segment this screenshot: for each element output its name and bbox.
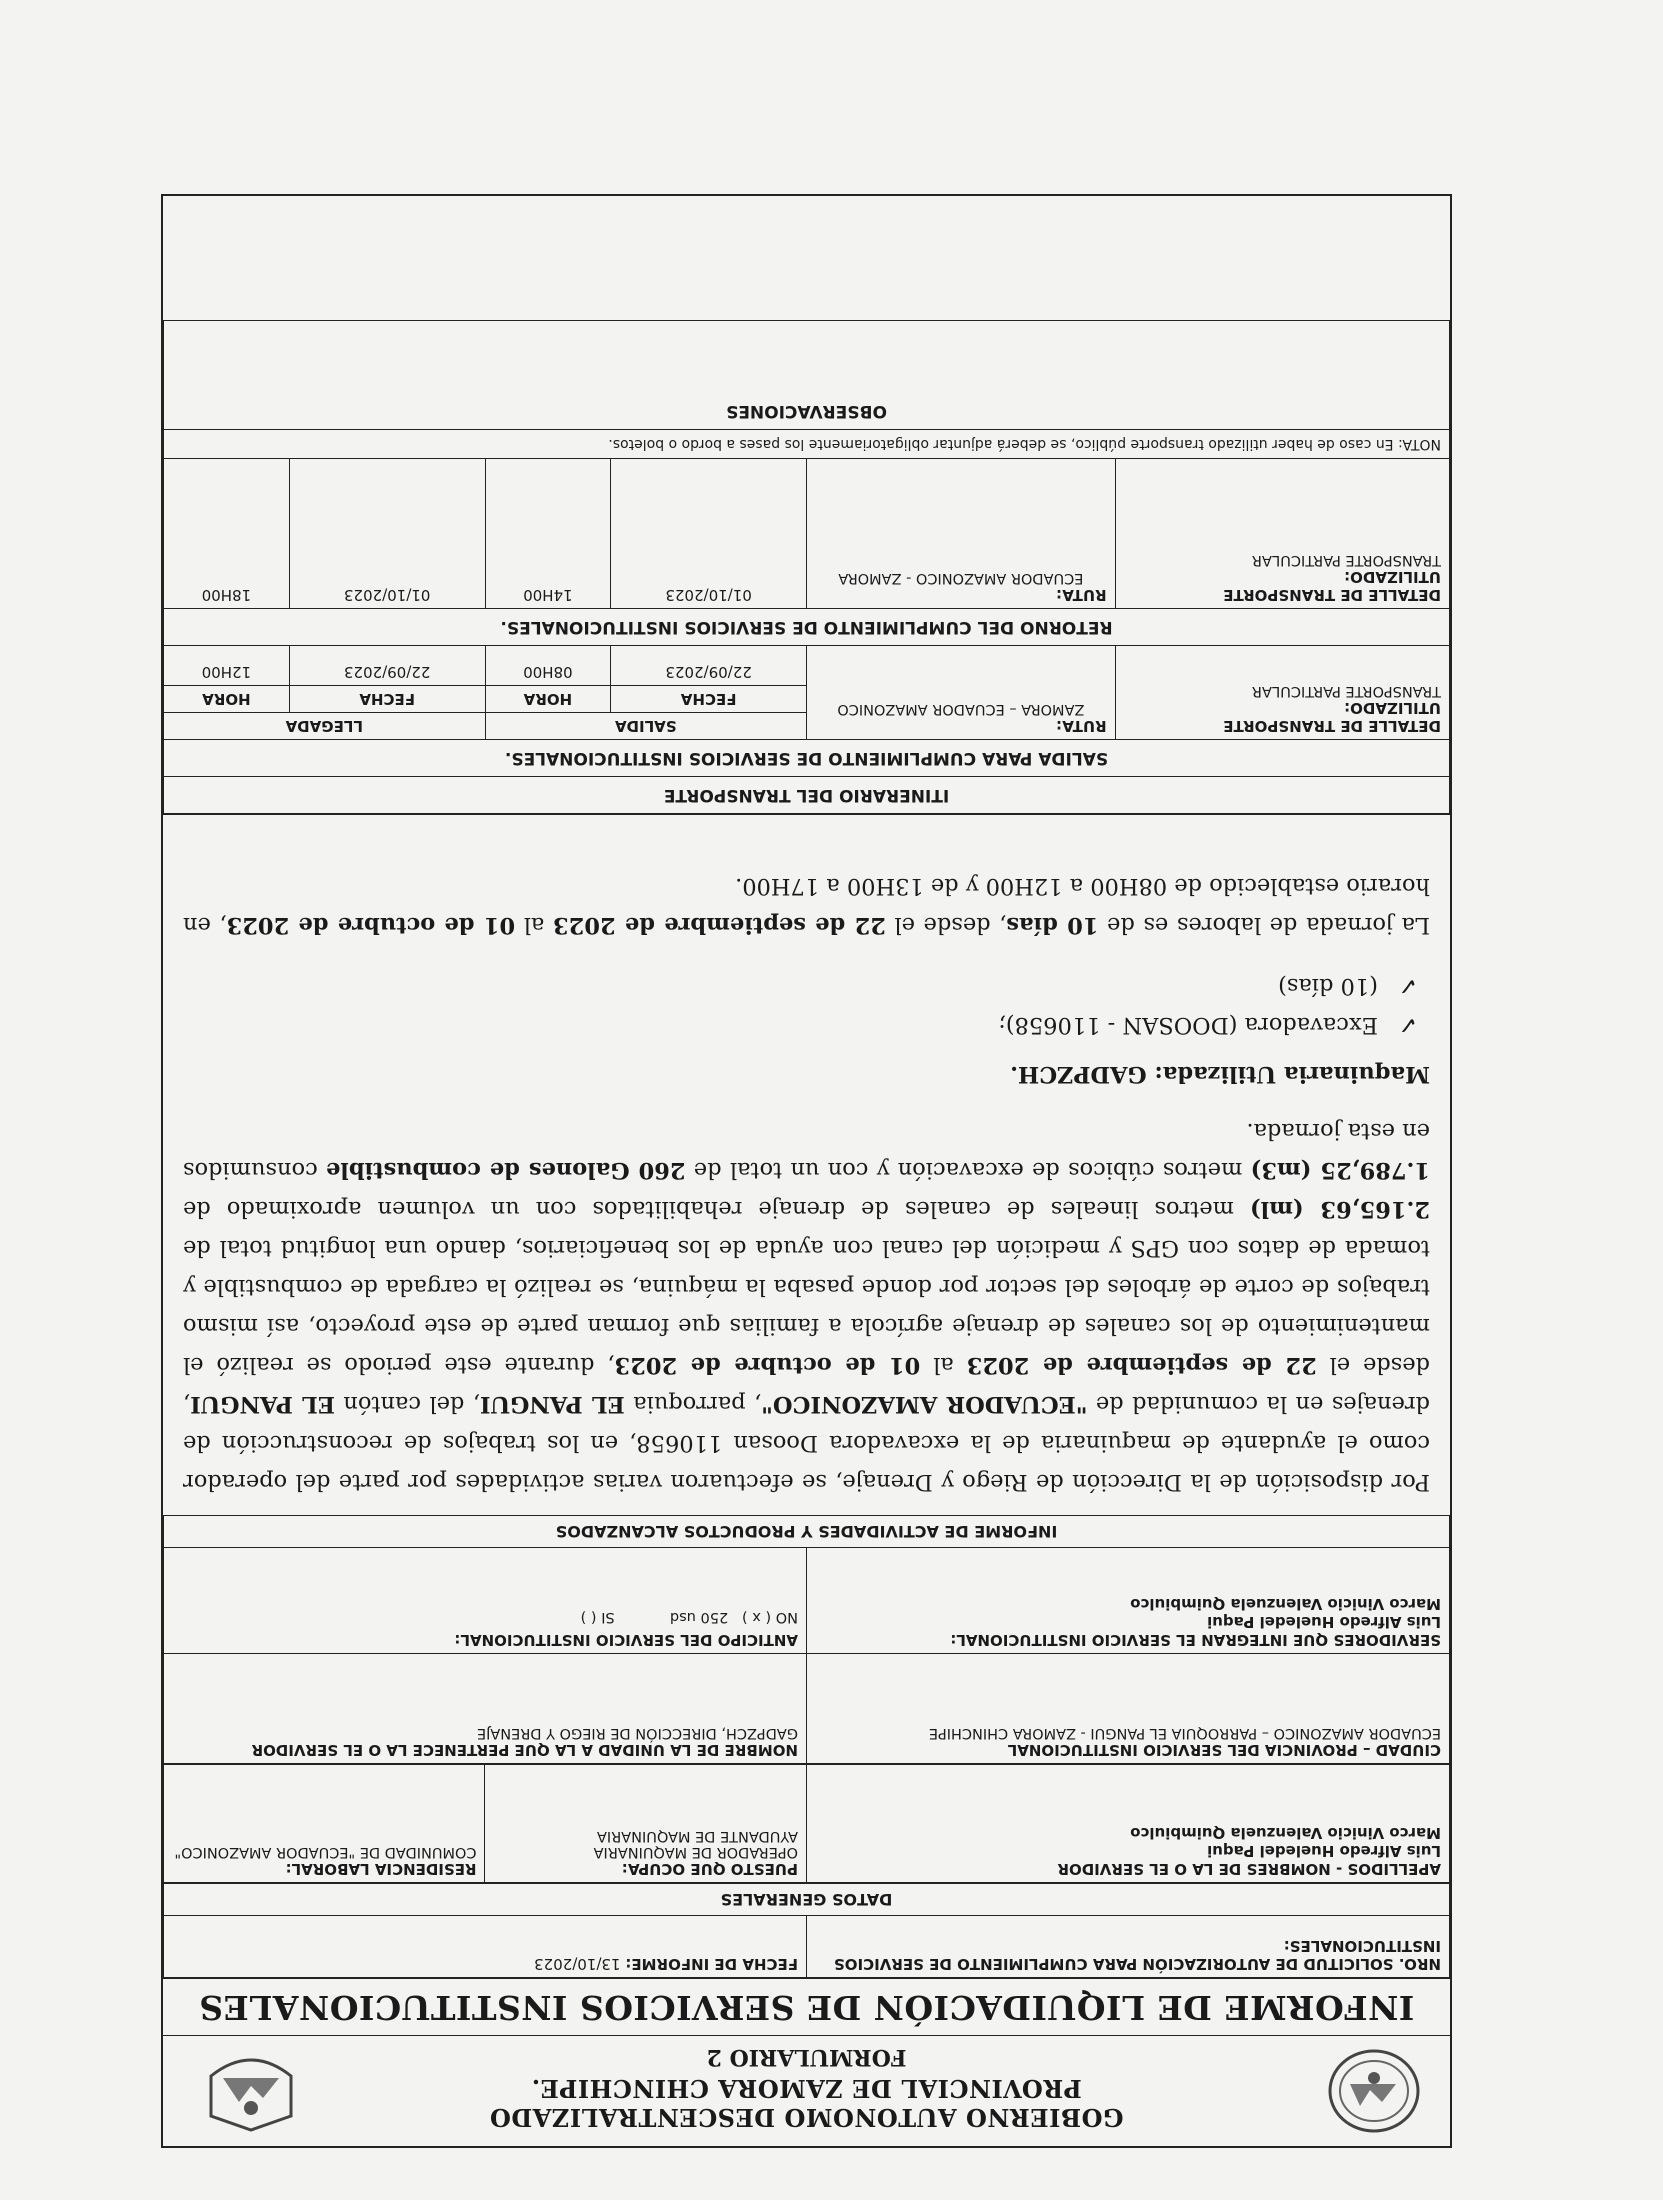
position-cell (485, 1765, 807, 1883)
report-text: , parroquia (624, 1391, 762, 1417)
arrival-col: LLEGADA (164, 713, 486, 740)
arrival-hour-col: HORA (164, 686, 290, 713)
machinery-days: (10 días) (1278, 973, 1378, 999)
return-transport-cell (1115, 459, 1449, 609)
advance-value: NO ( x ) 250 usd SI ( ) (580, 1609, 798, 1625)
report-text: al (920, 1352, 967, 1378)
report-fuel: 260 Galones de combustible (326, 1157, 686, 1183)
departure-section-label: SALIDA PARA CUMPLIMIENTO DE SERVICIOS INSTITUCIONALES. (164, 740, 1450, 777)
datos-generales-table (163, 1764, 1450, 1883)
arrival-date-col: FECHA (289, 686, 485, 713)
position-1: OPERADOR DE MAQUINARIA (593, 1844, 798, 1860)
departure-col: SALIDA (485, 713, 806, 740)
liquidation-form (161, 194, 1452, 2148)
service-location-table (163, 1515, 1450, 1764)
schedule-text: La jornada de labores es de (1098, 912, 1430, 938)
report-date-label: FECHA DE INFORME: (625, 1955, 798, 1973)
report-text: , desde el (183, 1352, 1430, 1417)
request-number-cell (807, 1916, 1450, 1978)
departure-route-cell (807, 646, 1116, 740)
machinery-item (183, 1005, 1418, 1044)
header-line-3: FORMULARIO 2 (706, 2044, 907, 2070)
schedule-days: 10 días (1006, 912, 1099, 938)
departure-date: 22/09/2023 (611, 646, 807, 686)
check-icon: ✓ (1397, 972, 1418, 1000)
return-transport: TRANSPORTE PARTICULAR (1251, 552, 1441, 568)
schedule-end: 01 de octubre de 2023 (226, 912, 516, 938)
report-canton: EL PANGUI (190, 1391, 335, 1417)
report-text: Por disposición de la Dirección de Riego y Drenaje, se efectuaron varias actividades por parte del operador como el ayudante de maquinaria de la excavadora Doosan 110658, en los trabajos de reconstrucción de drenajes en la comunidad de (183, 1391, 1430, 1495)
machinery-days-item (183, 966, 1418, 1005)
departure-date-col: FECHA (611, 686, 807, 713)
departure-hour: 08H00 (485, 646, 611, 686)
return-route: ECUADOR AMAZONICO - ZAMORA (838, 570, 1084, 586)
unit-value: GADPZCH, DIRECCIÓN DE RIEGO Y DRENAJE (476, 1725, 798, 1741)
report-text: , del cantón (334, 1391, 480, 1417)
servant-name-2: Marco Vinicio Valenzuela Quimbiulco (1130, 1824, 1441, 1842)
activities-paragraph (183, 1111, 1430, 1501)
position-2: AYUDANTE DE MAQUINARIA (596, 1828, 798, 1844)
arrival-date: 22/09/2023 (289, 646, 485, 686)
departure-transport: TRANSPORTE PARTICULAR (1251, 683, 1441, 699)
institution-seal-icon (1326, 2046, 1422, 2136)
servants-cell (807, 1548, 1450, 1654)
servant-names-label: APELLIDOS - NOMBRES DE LA O EL SERVIDOR (1057, 1860, 1441, 1878)
schedule-paragraph (183, 866, 1430, 944)
check-icon: ✓ (1397, 1011, 1418, 1039)
return-departure-hour: 14H00 (485, 459, 611, 609)
city-province-value: ECUADOR AMAZONICO – PARROQUIA EL PANGUI - ZAMORA CHINCHIPE (928, 1725, 1441, 1741)
report-text: , durante este periodo se realizó el mantenimiento de los canales de drenaje agrícola a familias que forman parte de este proyecto, así mismo trabajos de corte de árboles del sector por donde pasaba la máquina, se realizó la cargada de combustible y tomada de datos con GPS y medición del canal con ayuda de los beneficiarios, dando una longitud total de (183, 1235, 1430, 1378)
province-seal-icon (203, 2046, 299, 2136)
return-arrival-hour: 18H00 (164, 459, 290, 609)
unit-cell (164, 1654, 807, 1764)
servants-name-1: Luis Alfredo Hueledel Paqui (1207, 1613, 1441, 1631)
departure-transport-cell (1115, 646, 1449, 740)
report-text: consumidos en esta jornada. (182, 1118, 1430, 1183)
city-province-label: CIUDAD – PROVINCIA DEL SERVICIO INSTITUCIONAL (1007, 1741, 1441, 1759)
machinery-list (183, 966, 1430, 1044)
activities-report (163, 814, 1450, 1515)
report-text: metros lineales de canales de drenaje rehabilitados con un volumen aproximado de (183, 1196, 1251, 1222)
report-community: "ECUADOR AMAZONICO" (761, 1391, 1088, 1417)
servant-names-cell (807, 1765, 1450, 1883)
report-date-value: 13/10/2023 (534, 1955, 621, 1973)
transport-note: NOTA: En caso de haber utilizado transporte público, se deberá adjuntar obligatoriamente los pases a bordo o boletos. (164, 430, 1450, 459)
report-start-date: 22 de septiembre de 2023 (966, 1352, 1317, 1378)
arrival-hour: 12H00 (164, 646, 290, 686)
schedule-text: al (515, 912, 553, 938)
report-length: 2.165,63 (ml) (1250, 1196, 1430, 1222)
request-number-label: NRO. SOLICITUD DE AUTORIZACIÓN PARA CUMPLIMIENTO DE SERVICIOS INSTITUCIONALES: (833, 1937, 1441, 1973)
report-parish: EL PANGUI (479, 1391, 625, 1417)
return-section-label: RETORNO DEL CUMPLIMIENTO DE SERVICIOS INSTITUCIONALES. (164, 609, 1450, 646)
report-text: metros cúbicos de excavación y con un total de (685, 1157, 1251, 1183)
observations-section: OBSERVACIONES (164, 321, 1450, 430)
machinery-label: Maquinaria Utilizada: GADPZCH. (1010, 1061, 1430, 1087)
departure-route: ZAMORA – ECUADOR AMAZONICO (837, 701, 1085, 717)
unit-label: NOMBRE DE LA UNIDAD A LA QUE PERTENECE LA O EL SERVIDOR (251, 1741, 798, 1759)
city-province-cell (807, 1654, 1450, 1764)
request-table (163, 1883, 1450, 1978)
header-line-1: GOBIERNO AUTONOMO DESCENTRALIZADO (489, 2103, 1124, 2132)
route-label: RUTA: (1055, 717, 1107, 735)
machinery-name: Excavadora (DOOSAN - 110658); (998, 1012, 1378, 1038)
servants-label: SERVIDORES QUE INTEGRAN EL SERVICIO INSTITUCIONAL: (950, 1631, 1441, 1649)
departure-hour-col: HORA (485, 686, 611, 713)
header-line-2: PROVINCIAL DE ZAMORA CHINCHIPE. (531, 2074, 1082, 2103)
report-date-cell (164, 1916, 807, 1978)
advance-label: ANTICIPO DEL SERVICIO INSTITUCIONAL: (454, 1631, 798, 1649)
transport-label: DETALLE DE TRANSPORTE UTILIZADO: (1223, 699, 1441, 735)
return-arrival-date: 01/10/2023 (289, 459, 485, 609)
advance-cell (164, 1548, 807, 1654)
return-route-label: RUTA: (1055, 586, 1107, 604)
schedule-text: , en horario establecido de 08H00 a 12H00 y de 13H00 a 17H00. (183, 873, 1430, 938)
report-end-date: 01 de octubre de 2023 (614, 1352, 921, 1378)
servants-name-2: Marco Vinicio Valenzuela Quimbiulco (1130, 1595, 1441, 1613)
section-itinerario: ITINERARIO DEL TRANSPORTE (164, 777, 1450, 814)
schedule-text: , desde el (885, 912, 1007, 938)
return-route-cell (807, 459, 1116, 609)
return-departure-date: 01/10/2023 (611, 459, 807, 609)
schedule-start: 22 de septiembre de 2023 (552, 912, 886, 938)
form-header (163, 2035, 1450, 2146)
residence-label: RESIDENCIA LABORAL: (285, 1860, 477, 1878)
page-title: INFORME DE LIQUIDACIÓN DE SERVICIOS INSTITUCIONALES (163, 1978, 1450, 2035)
section-informe: INFORME DE ACTIVIDADES Y PRODUCTOS ALCANZADOS (164, 1516, 1450, 1548)
servant-name-1: Luis Alfredo Hueledel Paqui (1207, 1842, 1441, 1860)
residence-value: COMUNIDAD DE "ECUADOR AMAZONICO" (174, 1844, 477, 1860)
itinerary-table (163, 320, 1450, 814)
position-label: PUESTO QUE OCUPA: (621, 1860, 798, 1878)
residence-cell (164, 1765, 486, 1883)
section-datos-generales: DATOS GENERALES (164, 1884, 1450, 1916)
return-transport-label: DETALLE DE TRANSPORTE UTILIZADO: (1223, 568, 1441, 604)
report-volume: 1.789,25 (m3) (1250, 1157, 1430, 1183)
